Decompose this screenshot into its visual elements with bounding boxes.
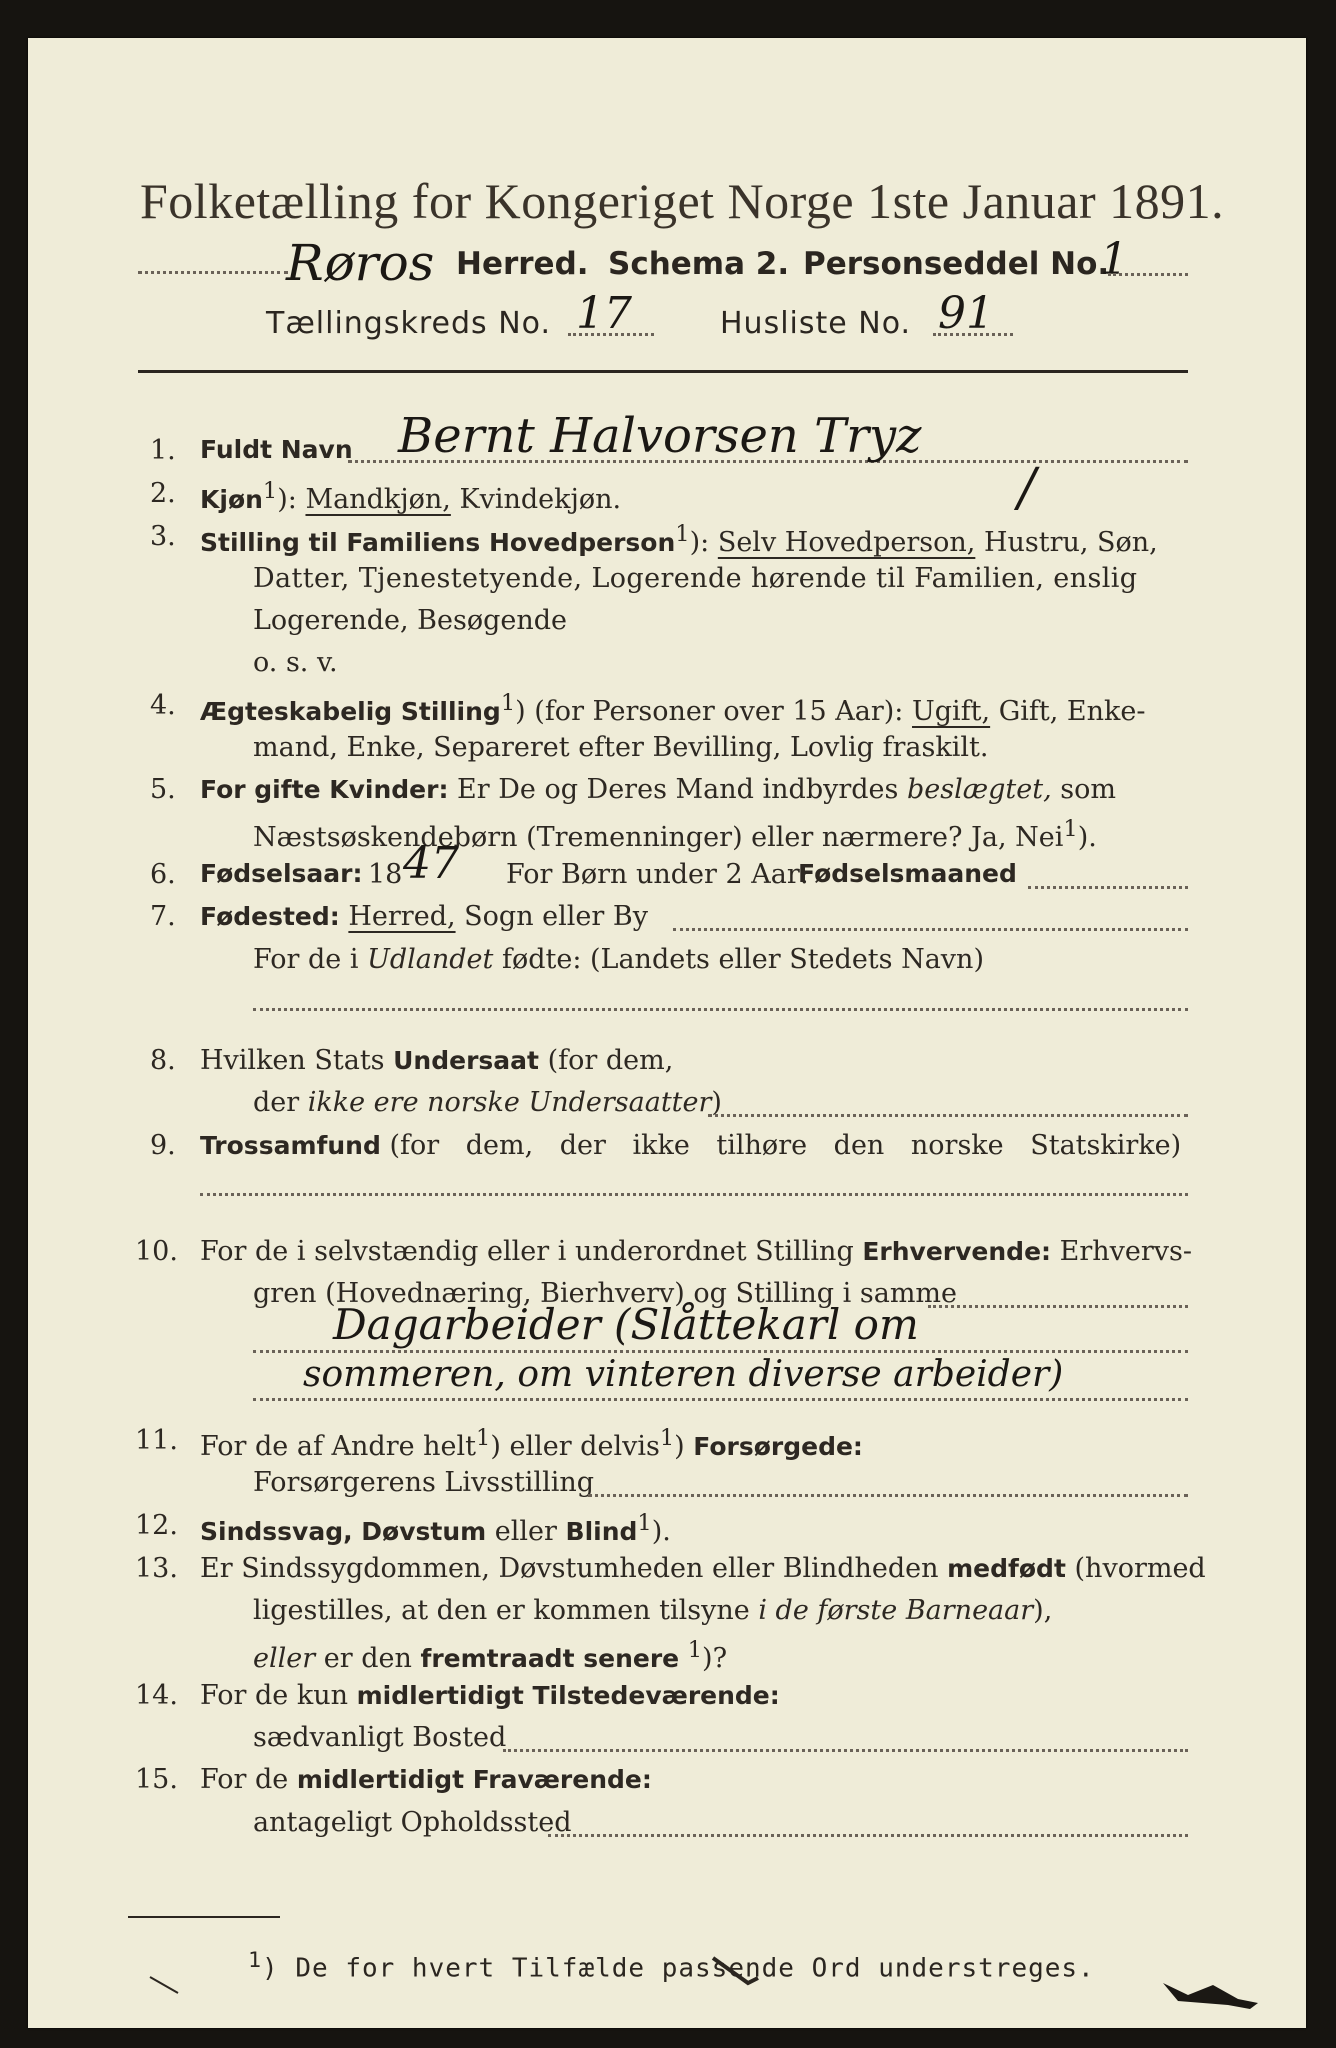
option-text: Gift, Enke-	[998, 696, 1146, 727]
herred-leader	[138, 271, 288, 274]
item-number: 9.	[150, 1130, 176, 1161]
question-text: i de første Barneaar	[758, 1595, 1034, 1626]
footnote-ref: 1	[637, 1510, 652, 1536]
married-women-row	[200, 774, 1116, 805]
congenital-label: medfødt	[947, 1554, 1066, 1583]
probable-location-label: antageligt Opholdssted	[253, 1807, 572, 1838]
kreds-leader	[568, 333, 654, 336]
citizenship-leader	[708, 1114, 1188, 1117]
question-text: som	[1060, 774, 1116, 805]
occupation-value-leader-2	[253, 1398, 1188, 1401]
sex-label: Kjøn	[200, 485, 263, 514]
temp-absent-row	[200, 1764, 652, 1795]
temp-present-row	[200, 1680, 780, 1711]
citizenship-label: Undersaat	[393, 1046, 539, 1075]
married-women-line2: Næstsøskendebørn (Tremenninger) eller nærmere? Ja, Nei$^1$).	[253, 816, 1097, 853]
item-number: 14.	[135, 1680, 178, 1711]
question-text: (for dem, der ikke tilhøre den norske Statskirke)	[389, 1130, 1182, 1161]
usual-residence-leader	[503, 1749, 1188, 1752]
occupation-value-leader-1	[253, 1350, 1188, 1353]
item-number: 11.	[135, 1425, 178, 1456]
disability-label: Sindssvag, Døvstum	[200, 1517, 487, 1546]
birthplace-row	[200, 901, 648, 932]
religion-leader	[200, 1193, 1188, 1196]
question-text: ligestilles, at den er kommen tilsyne	[253, 1595, 750, 1626]
question-text: Er Sindssygdommen, Døvstumheden eller Blindheden	[200, 1553, 939, 1584]
marital-label: Ægteskabelig Stilling	[200, 697, 501, 726]
footnote-ref: 1	[262, 478, 278, 504]
occupation-value-line1: Dagarbeider (Slåttekarl om	[333, 1300, 919, 1349]
personseddel-value: 1	[1100, 234, 1128, 285]
birth-year-prefix: 18	[368, 859, 403, 890]
family-position-line2: Datter, Tjenestetyende, Logerende hørende til Familien, enslig	[253, 563, 1138, 594]
birth-year-value: 47	[403, 838, 459, 889]
provider-occupation-label: Forsørgerens Livsstilling	[253, 1467, 595, 1498]
question-text: (for dem,	[547, 1045, 674, 1076]
ink-mark-icon	[148, 1973, 188, 1998]
question-text: eller delvis	[509, 1431, 660, 1462]
footnote-ref: 1	[675, 521, 690, 547]
sex-row: Kjøn$^1$): Mandkjøn, Kvindekjøn.	[200, 478, 622, 515]
question-text: eller	[253, 1643, 316, 1674]
sex-female-option: Kvindekjøn.	[459, 484, 622, 515]
selected-option: Selv Hovedperson,	[717, 527, 976, 558]
temp-absent-label: midlertidigt Fraværende:	[296, 1765, 652, 1794]
ink-blot-icon	[1158, 1973, 1268, 2013]
form-title: Folketælling for Kongeriget Norge 1ste Januar 1891.	[140, 173, 1225, 229]
dependents-label: Forsørgede:	[693, 1432, 863, 1461]
footnote-ref: 1	[1063, 816, 1078, 842]
question-text: For de i	[253, 944, 359, 975]
question-text: For de i selvstændig eller i underordnet Stilling	[200, 1236, 854, 1267]
dependents-row: For de af Andre helt$^1$) eller delvis$^1$) Forsørgede:	[200, 1425, 863, 1462]
selected-option: Ugift,	[912, 696, 991, 727]
religion-label: Trossamfund	[200, 1131, 381, 1160]
footnote-text: ) De for hvert Tilfælde passende Ord understreges.	[262, 1953, 1095, 1984]
family-position-row: Stilling til Familiens Hovedperson$^1$): Selv Hovedperson, Hustru, Søn,	[200, 521, 1158, 558]
item-number: 15.	[135, 1764, 178, 1795]
sex-male-option: Mandkjøn,	[305, 484, 451, 515]
item-number: 13.	[135, 1553, 178, 1584]
temp-present-label: midlertidigt Tilstedeværende:	[356, 1681, 780, 1710]
birth-year-text: For Børn under 2 Aar:	[506, 859, 809, 890]
question-text: Er De og Deres Mand indbyrdes	[457, 774, 899, 805]
question-text: beslægtet,	[906, 774, 1052, 805]
later-onset-label: fremtraadt senere	[420, 1644, 680, 1673]
religion-row	[200, 1130, 1181, 1161]
item-number: 7.	[150, 901, 176, 932]
item-number: 6.	[150, 859, 176, 890]
question-text: For de	[200, 1764, 289, 1795]
item-number: 1.	[150, 435, 176, 466]
question-text: Udlandet	[367, 944, 494, 975]
marital-text: (for Personer over 15 Aar):	[534, 696, 904, 727]
husliste-label: Husliste No.	[720, 306, 912, 341]
question-text: Erhvervs-	[1059, 1236, 1193, 1267]
item-number: 8.	[150, 1045, 176, 1076]
question-text: eller	[494, 1516, 557, 1547]
occupation-value-line2: sommeren, om vinteren diverse arbeider)	[303, 1354, 1064, 1395]
question-text: fødte: (Landets eller Stedets Navn)	[501, 944, 984, 975]
question-text: ),	[1033, 1595, 1053, 1626]
personseddel-leader	[1108, 273, 1188, 276]
herred-value: Røros	[286, 234, 435, 292]
marital-row: Ægteskabelig Stilling$^1$) (for Personer over 15 Aar): Ugift, Gift, Enke-	[200, 690, 1146, 727]
selected-option: Herred,	[348, 901, 456, 932]
congenital-line3	[253, 1637, 727, 1674]
husliste-leader	[933, 333, 1013, 336]
question-text: ).	[651, 1516, 671, 1547]
birthplace-label: Fødested:	[200, 902, 340, 931]
family-position-line3: Logerende, Besøgende	[253, 605, 567, 636]
provider-occupation-leader	[588, 1494, 1188, 1497]
footnote-ref: 1	[687, 1637, 703, 1663]
birth-month-leader	[1028, 886, 1188, 889]
family-position-line4: o. s. v.	[253, 647, 338, 678]
question-text: For de kun	[200, 1680, 348, 1711]
footnote-ref: 1	[248, 1948, 263, 1973]
kreds-label: Tællingskreds No.	[266, 306, 551, 341]
birthplace-leader	[673, 928, 1188, 931]
disability-row	[200, 1510, 671, 1547]
occupation-line2: gren (Hovednæring, Bierhverv) og Stilling i samme	[253, 1278, 958, 1309]
citizenship-row	[200, 1045, 673, 1076]
birth-month-label: Fødselsmaaned	[798, 859, 1017, 888]
birthplace-abroad-leader	[253, 1008, 1188, 1011]
occupation-label: Erhvervende:	[862, 1237, 1052, 1266]
personseddel-label: Personseddel No.	[803, 246, 1110, 282]
option-text: Hustru, Søn,	[983, 527, 1158, 558]
probable-location-leader	[548, 1834, 1188, 1837]
citizenship-line2: der ikke ere norske Undersaatter)	[253, 1087, 722, 1118]
kreds-value: 17	[576, 288, 632, 339]
item-number: 4.	[150, 690, 176, 721]
item-number: 2.	[150, 478, 176, 509]
header-rule	[138, 370, 1188, 373]
marital-line2: mand, Enke, Separeret efter Bevilling, Lovlig fraskilt.	[253, 732, 989, 763]
item-number: 5.	[150, 774, 176, 805]
family-position-label: Stilling til Familiens Hovedperson	[200, 528, 676, 557]
question-text: ikke ere norske Undersaatter	[307, 1087, 712, 1118]
footnote-ref: 1	[476, 1425, 491, 1451]
question-text: )?	[702, 1643, 728, 1674]
schema-label: Schema 2.	[608, 246, 790, 282]
question-text: Næstsøskendebørn (Tremenninger) eller nærmere? Ja, Nei	[253, 822, 1064, 853]
question-text: (hvormed	[1074, 1553, 1206, 1584]
husliste-value: 91	[938, 288, 994, 339]
birth-year-label: Fødselsaar:	[200, 859, 363, 888]
ink-mark-icon	[708, 1953, 768, 1993]
occupation-row	[200, 1236, 1192, 1267]
item-number: 10.	[135, 1236, 178, 1267]
item-number: 12.	[135, 1510, 178, 1541]
question-text: For de af Andre helt	[200, 1431, 477, 1462]
full-name-label: Fuldt Navn	[200, 435, 353, 464]
congenital-row	[200, 1553, 1206, 1584]
footnote	[248, 1948, 1095, 1984]
option-text: Sogn eller By	[464, 901, 648, 932]
footnote-rule	[128, 1916, 280, 1918]
footnote-ref: 1	[659, 1425, 675, 1451]
birthplace-line2	[253, 944, 984, 975]
married-women-label: For gifte Kvinder:	[200, 775, 449, 804]
full-name-value: Bernt Halvorsen Tryz	[398, 408, 922, 464]
sex-mark: /	[1018, 458, 1036, 518]
usual-residence-label: sædvanligt Bosted	[253, 1722, 507, 1753]
item-number: 3.	[150, 521, 176, 552]
question-text: der	[253, 1087, 300, 1118]
herred-label: Herred.	[456, 246, 589, 282]
occupation-leader	[928, 1305, 1188, 1308]
question-text: Hvilken Stats	[200, 1045, 385, 1076]
census-form-sheet	[28, 38, 1306, 2028]
question-text: er den	[323, 1643, 412, 1674]
blind-label: Blind	[565, 1517, 638, 1546]
congenital-line2	[253, 1595, 1052, 1626]
footnote-ref: 1	[500, 690, 516, 716]
